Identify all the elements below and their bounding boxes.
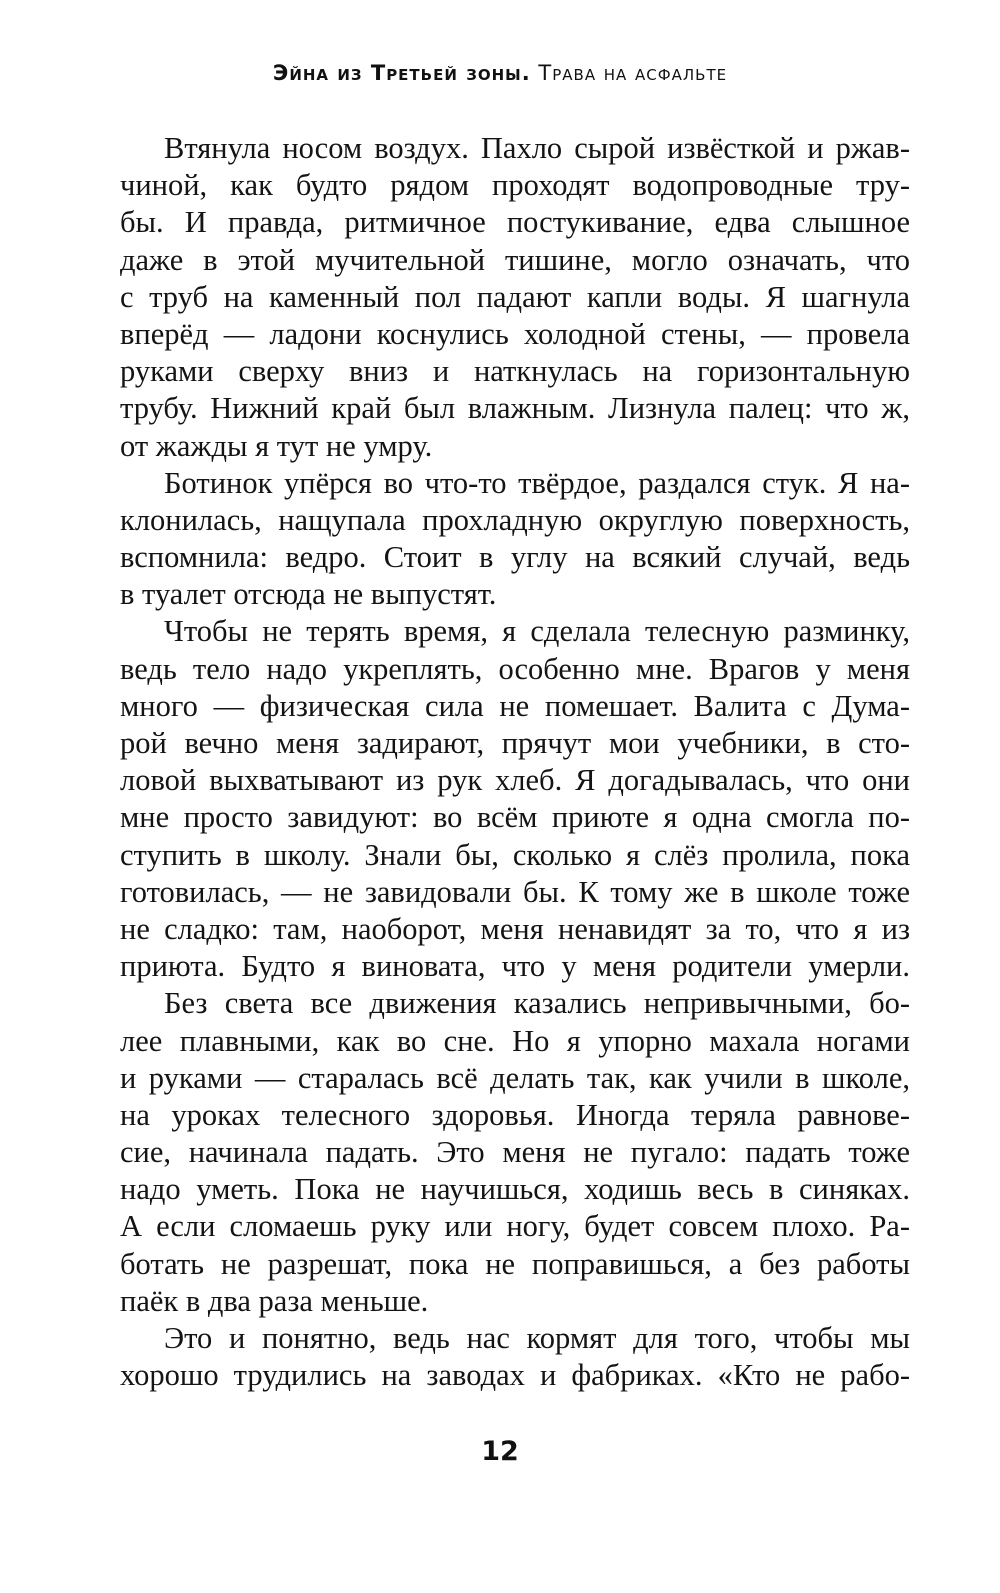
text-line: лее плавными, как во сне. Но я упорно махала ногами (120, 1023, 910, 1058)
text-line: руками сверху вниз и наткнулась на горизонтальную (120, 354, 910, 389)
text-line: клонилась, нащупала прохладную округлую поверхность, (120, 502, 910, 537)
text-line: ловой выхватывают из рук хлеб. Я догадывалась, что они (120, 763, 910, 798)
text-line: не сладко: там, наоборот, меня ненавидят за то, что я из (120, 911, 910, 946)
text-line: даже в этой мучительной тишине, могло означать, что (120, 242, 910, 277)
text-line: вперёд — ладони коснулись холодной стены, — провела (120, 316, 910, 351)
text-line: на уроках телесного здоровья. Иногда теряла равнове- (120, 1097, 910, 1132)
text-line: чиной, как будто рядом проходят водопроводные тру- (120, 168, 910, 203)
text-line: много — физическая сила не помешает. Валита с Дума- (120, 688, 910, 723)
text-line: вспомнила: ведро. Стоит в углу на всякий случай, ведь (120, 540, 910, 575)
text-line: Ботинок упёрся во что-то твёрдое, раздался стук. Я на- (164, 465, 910, 500)
text-line: мне просто завидуют: во всём приюте я одна смогла по- (120, 800, 910, 835)
text-line: ботать не разрешат, пока не поправишься, а без работы (120, 1246, 910, 1281)
page-number: 12 (481, 1436, 519, 1467)
text-line: готовилась, — не завидовали бы. К тому же в школе тоже (120, 874, 910, 909)
text-line: Это и понятно, ведь нас кормят для того, чтобы мы (164, 1321, 910, 1355)
text-line: надо уметь. Пока не научишься, ходишь весь в синяках. (120, 1172, 910, 1207)
text-line: паёк в два раза меньше. (120, 1283, 429, 1318)
text-line: ступить в школу. Знали бы, сколько я слёз пролила, пока (120, 837, 910, 872)
body-text (120, 130, 910, 1394)
header-title: Трава на асфальте (538, 61, 728, 85)
text-line: ведь тело надо укреплять, особенно мне. Врагов у меня (120, 651, 910, 686)
text-line: рой вечно меня задирают, прячут мои учебники, в сто- (120, 726, 910, 760)
text-line: и руками — старалась всё делать так, как учили в школе, (120, 1060, 910, 1095)
text-line: хорошо трудились на заводах и фабриках. «Кто не рабо- (120, 1358, 910, 1393)
text-line: трубу. Нижний край был влажным. Лизнула палец: что ж, (120, 391, 910, 426)
text-line: от жажды я тут не умру. (120, 428, 433, 463)
text-line: Втянула носом воздух. Пахло сырой извёсткой и ржав- (164, 131, 910, 165)
running-header (0, 58, 1000, 88)
text-line: Чтобы не терять время, я сделала телесную разминку, (164, 614, 910, 649)
text-line: Без света все движения казались непривычными, бо- (164, 986, 910, 1021)
text-line: бы. И правда, ритмичное постукивание, едва слышное (120, 205, 910, 240)
text-line: в туалет отсюда не выпустят. (120, 577, 497, 612)
text-line: приюта. Будто я виновата, что у меня родители умерли. (120, 949, 910, 984)
text-line: с труб на каменный пол падают капли воды. Я шагнула (120, 279, 910, 314)
text-line: сие, начинала падать. Это меня не пугало: падать тоже (120, 1135, 910, 1170)
text-line: А если сломаешь руку или ногу, будет совсем плохо. Ра- (120, 1209, 910, 1244)
header-author: Эйна из Третьей зоны. (272, 61, 531, 85)
